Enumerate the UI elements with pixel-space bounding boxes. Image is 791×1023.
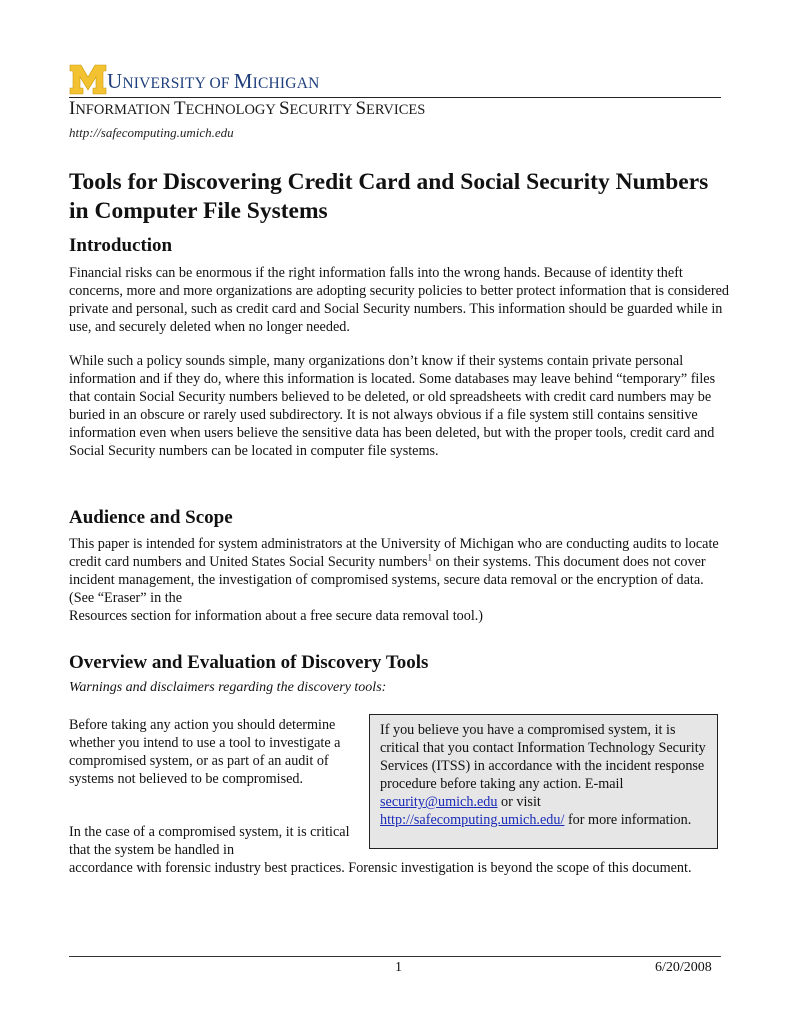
- overview-column-paragraph-1: Before taking any action you should determine whether you intend to use a tool to investigate a compromised system, or as part of an audit of systems not believed to be compromised.: [69, 717, 341, 787]
- compromised-system-callout: If you believe you have a compromised system, it is critical that you contact Information Technology Security Services (ITSS) in accordance with the incident response procedure before taking any action. E-mail security@umich.edu or visit http://safecomputing.umich.edu/ for more information.: [369, 714, 718, 849]
- audience-paragraph-2: Resources section for information about a free secure data removal tool.): [69, 608, 484, 624]
- safecomputing-link[interactable]: http://safecomputing.umich.edu/: [380, 812, 565, 828]
- introduction-heading: Introduction: [69, 235, 173, 256]
- overview-heading: Overview and Evaluation of Discovery Tools: [69, 652, 429, 673]
- introduction-paragraph-1: Financial risks can be enormous if the right information falls into the wrong hands. Because of identity theft concerns, more and more organizations are adopting security policies to better protect information that is considered private and personal, such as credit card and Social Security numbers. This information should be guarded while in use, and securely deleted when no longer needed.: [69, 265, 730, 335]
- footer-date: 6/20/2008: [655, 960, 712, 975]
- overview-warning: Warnings and disclaimers regarding the discovery tools:: [69, 680, 387, 695]
- introduction-paragraph-2: While such a policy sounds simple, many organizations don’t know if their systems contain private personal information and if they do, where this information is located. Some databases may leave behind “temporary” files that contain Social Security numbers believed to be deleted, or old spreadsheets with credit card numbers may be buried in an obscure or rarely used subdirectory. It is not always obvious if a file system still contains sensitive information even when users believe the sensitive data has been deleted, but with the proper tools, credit card and Social Security numbers can be located in computer file systems.: [69, 353, 716, 459]
- audience-paragraph-1: This paper is intended for system administrators at the University of Michigan who are conducting audits to locate credit card numbers and United States Social Security numbers$^1$ on their systems. This document does not cover incident management, the investigation of compromised systems, secure data removal or the encryption of data. (See “Eraser” in the: [69, 536, 719, 606]
- department-name: INFORMATION TECHNOLOGY SECURITY SERVICES: [69, 98, 426, 119]
- overview-paragraph-continued: accordance with forensic industry best practices. Forensic investigation is beyond the scope of this document.: [69, 860, 692, 876]
- university-logo: [69, 64, 107, 95]
- university-name: UNIVERSITY OF MICHIGAN: [107, 69, 320, 93]
- overview-column-paragraph-2: In the case of a compromised system, it is critical that the system be handled in: [69, 824, 350, 858]
- header-rule: [69, 97, 721, 98]
- header-url[interactable]: http://safecomputing.umich.edu: [69, 125, 234, 140]
- audience-heading: Audience and Scope: [69, 507, 233, 528]
- page-number: 1: [395, 960, 402, 975]
- footnote-marker[interactable]: 1: [427, 552, 433, 563]
- security-email-link[interactable]: security@umich.edu: [380, 794, 498, 810]
- footer-rule: [69, 956, 721, 957]
- document-title: Tools for Discovering Credit Card and Social Security Numbers in Computer File Systems: [69, 169, 709, 224]
